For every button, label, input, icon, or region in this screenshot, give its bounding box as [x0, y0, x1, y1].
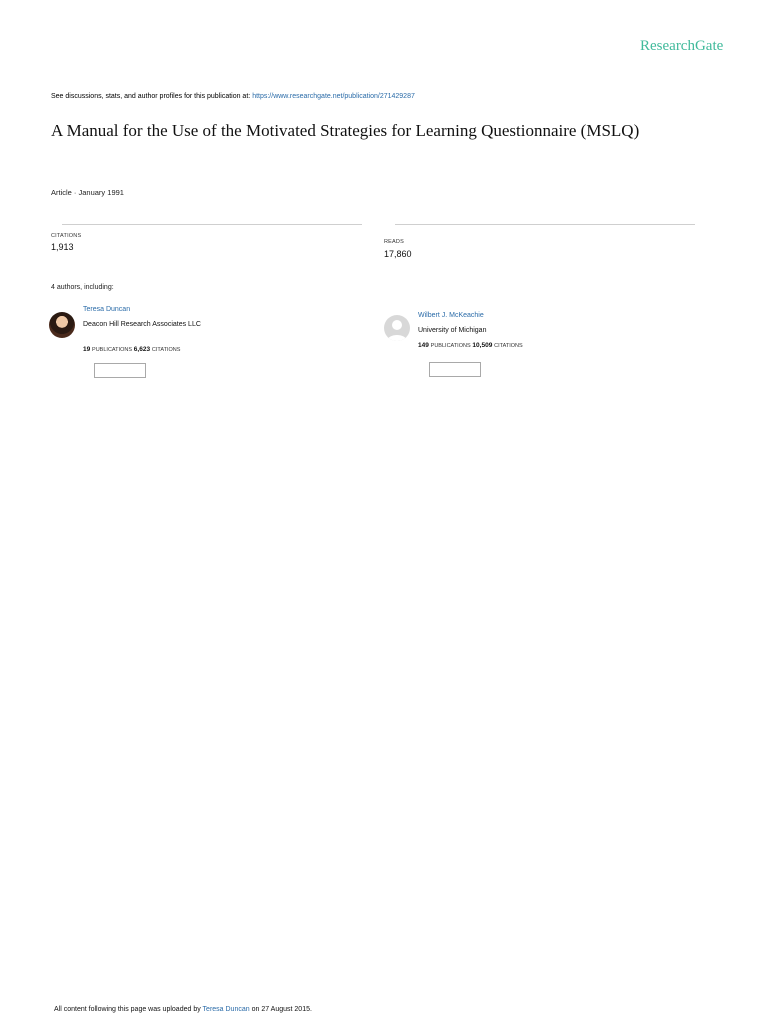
- footer-prefix: All content following this page was uploaded by: [54, 1006, 201, 1013]
- divider-right: [395, 224, 695, 225]
- author-avatar[interactable]: [384, 315, 410, 341]
- article-meta: Article · January 1991: [51, 188, 124, 197]
- publications-label: PUBLICATIONS: [92, 347, 132, 353]
- publications-count: 149: [418, 342, 429, 349]
- author-name-link[interactable]: Teresa Duncan: [83, 306, 131, 313]
- citations-label: CITATIONS: [51, 233, 82, 239]
- author-institution: Deacon Hill Research Associates LLC: [83, 321, 201, 328]
- publications-count: 19: [83, 346, 91, 353]
- author-stats: [418, 342, 523, 349]
- author-name-link[interactable]: Wilbert J. McKeachie: [418, 312, 484, 319]
- citations-count: 10,509: [472, 342, 493, 349]
- footer-suffix: on 27 August 2015.: [251, 1006, 312, 1013]
- citations-label: CITATIONS: [151, 347, 181, 353]
- author-stats: [83, 346, 180, 353]
- publication-source-line: [51, 93, 415, 100]
- author-institution: University of Michigan: [418, 327, 487, 334]
- citations-label: CITATIONS: [494, 343, 523, 349]
- publication-title: A Manual for the Use of the Motivated Strategies for Learning Questionnaire (MSLQ): [51, 121, 640, 140]
- publication-link[interactable]: https://www.researchgate.net/publication/271429287: [252, 93, 415, 100]
- citations-value: 1,913: [51, 242, 74, 252]
- person-placeholder-icon: [384, 315, 410, 341]
- source-text: See discussions, stats, and author profiles for this publication at:: [51, 93, 251, 100]
- authors-heading: 4 authors, including:: [51, 284, 114, 291]
- author-card: [384, 312, 684, 402]
- reads-value: 17,860: [384, 249, 412, 259]
- uploader-link[interactable]: Teresa Duncan: [202, 1006, 250, 1013]
- publications-label: PUBLICATIONS: [430, 343, 471, 349]
- reads-label: READS: [384, 239, 404, 245]
- citations-count: 6,623: [133, 346, 151, 353]
- author-avatar[interactable]: [49, 312, 75, 338]
- divider-left: [62, 224, 362, 225]
- author-card: [49, 306, 349, 396]
- researchgate-logo[interactable]: ResearchGate: [640, 38, 724, 54]
- see-profile-button[interactable]: [429, 362, 481, 377]
- see-profile-button[interactable]: [94, 363, 146, 378]
- upload-footer: [54, 1006, 312, 1013]
